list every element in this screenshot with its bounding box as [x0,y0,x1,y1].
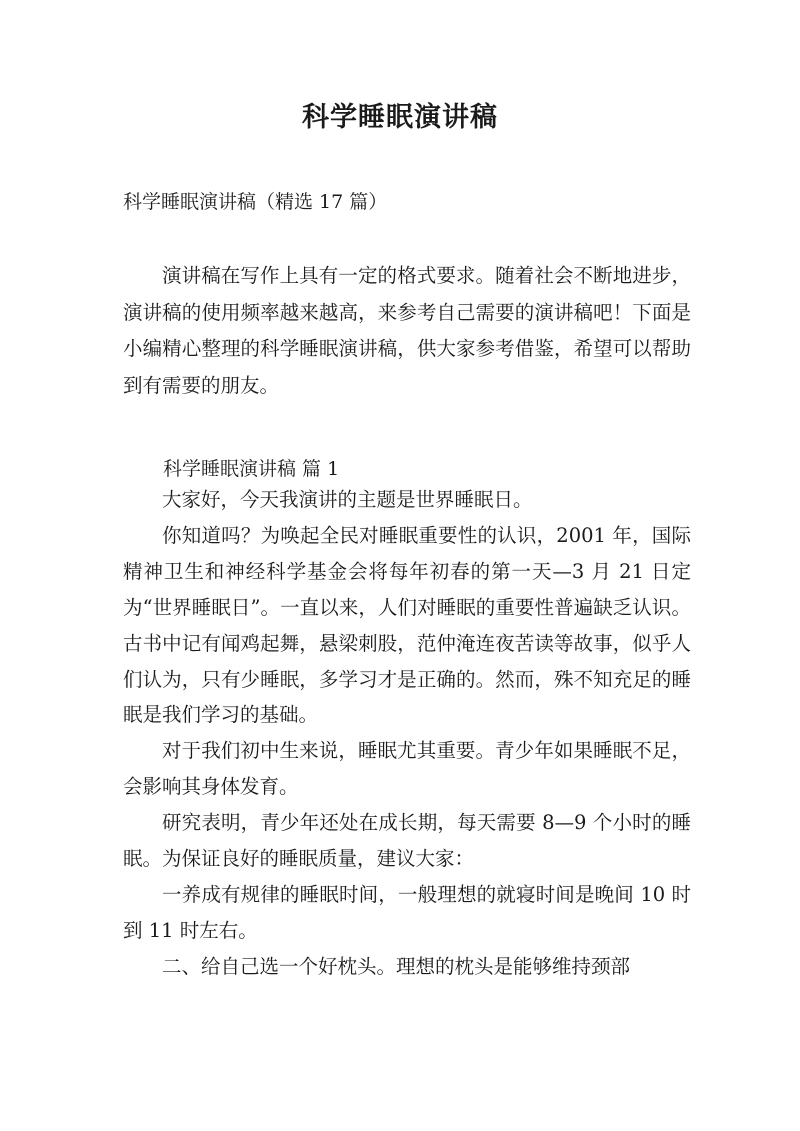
body-paragraph: 二、给自己选一个好枕头。理想的枕头是能够维持颈部 [162,954,631,978]
section-heading: 科学睡眠演讲稿 篇 1 [163,458,340,480]
body-paragraph: 大家好，今天我演讲的主题是世界睡眠日。 [162,488,533,511]
intro-block [123,258,691,404]
body-paragraph: 你知道吗？为唤起全民对睡眠重要性的认识，2001 年，国际精神卫生和神经科学基金会将每年初春的第一天—3 月 21 日定为“世界睡眠日”。一直以来，人们对睡眠的重要性普遍缺乏认识。古书中记有闻鸡起舞，悬梁刺股，范仲淹连夜苦读等故事，似乎人们认为，只有少睡眠，多学习才是正确的。然而，殊不知充足的睡眠是我们学习的基础。 [123,523,691,727]
body-block [123,482,691,985]
intro-paragraph: 演讲稿在写作上具有一定的格式要求。随着社会不断地进步，演讲稿的使用频率越来越高，来参考自己需要的演讲稿吧！下面是小编精心整理的科学睡眠演讲稿，供大家参考借鉴，希望可以帮助到有需要的朋友。 [123,264,691,397]
body-paragraph: 对于我们初中生来说，睡眠尤其重要。青少年如果睡眠不足，会影响其身体发育。 [123,739,691,799]
document-title: 科学睡眠演讲稿 [302,102,498,133]
body-paragraph: 一养成有规律的睡眠时间，一般理想的就寝时间是晚间 10 时到 11 时左右。 [123,882,691,942]
document-subtitle: 科学睡眠演讲稿（精选 17 篇） [123,191,388,213]
body-paragraph: 研究表明，青少年还处在成长期，每天需要 8—9 个小时的睡眠。为保证良好的睡眠质量，建议大家： [123,811,691,871]
